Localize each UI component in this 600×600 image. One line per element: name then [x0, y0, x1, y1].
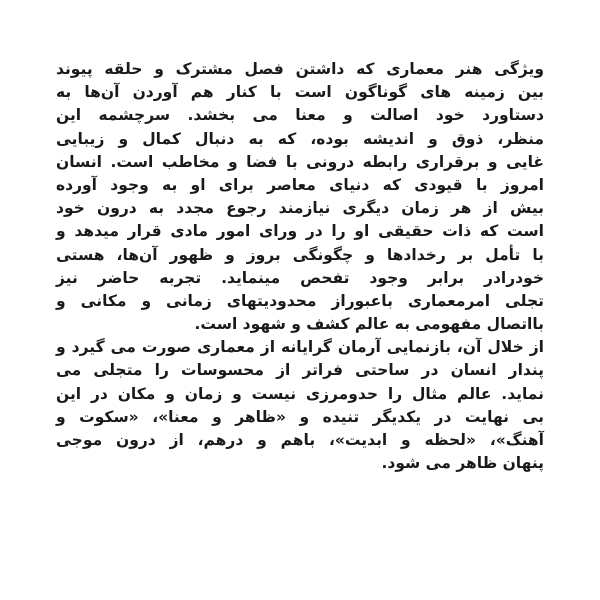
text-line: با تأمل بر رخدادها و چگونگی بروز و ظهور آن‌ها، هستی — [56, 245, 544, 264]
text-line: منظر، ذوق و اندیشه بوده، که به دنبال کمال و زیبایی — [56, 129, 544, 148]
text-line: غایی و برقراری رابطه درونی با فضا و مخاطب است. انسان — [56, 152, 544, 171]
text-line: تجلی امرمعماری باعبوراز محدودیتهای زمانی و مکانی و — [56, 291, 544, 310]
text-line: بی نهایت در یکدیگر تنیده و «ظاهر و معنا»، «سکوت و — [56, 407, 544, 426]
text-line: پندار انسان در ساحتی فراتر از محسوسات را متجلی می — [56, 361, 544, 380]
text-line: ویژگی هنر معماری که داشتن فصل مشترک و حلقه پیوند — [56, 60, 544, 78]
text-line: نماید. عالم مثال را حدومرزی نیست و زمان و مکان در این — [56, 384, 544, 403]
paragraph-end-line: پنهان ظاهر می شود. — [381, 454, 544, 473]
text-line: بین زمینه های گوناگون است با کنار هم آوردن آن‌ها به — [56, 83, 544, 102]
text-line: است که ذات حقیقی او را در ورای امور مادی قرار میدهد و — [56, 222, 544, 241]
text-line: امروز با قیودی که دنیای معاصر برای او به وجود آورده — [56, 175, 544, 194]
text-line: دستاورد خود اصالت و معنا می بخشد. سرچشمه این — [56, 106, 544, 125]
text-line: از خلال آن، بازنمایی آرمان گرایانه از معماری صورت می گیرد و — [56, 338, 544, 357]
text-line: خودرادر برابر وجود تفحص مینماید. تجربه حاضر نیز — [56, 268, 544, 287]
paragraph-end-line: بااتصال مفهومی به عالم کشف و شهود است. — [194, 315, 544, 334]
text-line: بیش از هر زمان دیگری نیازمند رجوع مجدد به درون خود — [56, 199, 544, 218]
document-body — [56, 58, 544, 475]
text-line: آهنگ»، «لحظه و ابدیت»، باهم و درهم، از درون موجی — [56, 431, 544, 449]
